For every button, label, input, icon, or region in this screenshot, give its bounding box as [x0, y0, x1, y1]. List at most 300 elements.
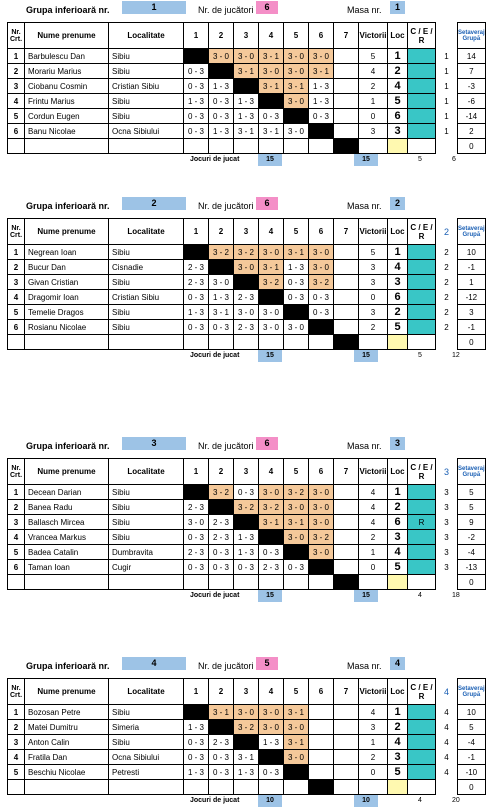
header-cer: C / E / R [408, 219, 436, 245]
setaveraj: -6 [458, 94, 486, 109]
group-count: 2 [444, 322, 449, 332]
place: 1 [388, 245, 408, 260]
player-locality: Sibiu [109, 530, 184, 545]
score-cell: 3 - 0 [284, 320, 309, 335]
score-cell: 3 - 2 [309, 275, 334, 290]
row-number: 1 [8, 705, 25, 720]
row-number [8, 335, 25, 350]
player-locality: Cugir [109, 560, 184, 575]
score-cell [234, 575, 259, 590]
cer-cell [408, 705, 436, 720]
group-footer [0, 350, 490, 364]
group-count: 1 [444, 66, 449, 76]
score-cell [334, 485, 359, 500]
group-title-label: Grupa inferioară nr. [26, 661, 110, 671]
cer-cell [408, 575, 436, 590]
score-cell: 0 - 3 [209, 94, 234, 109]
cer-cell [408, 750, 436, 765]
victories: 0 [359, 109, 388, 124]
header-group-count: 3 [443, 466, 449, 477]
header-col-6: 6 [309, 679, 334, 705]
header-victories: Victorii [359, 679, 388, 705]
table-row [8, 320, 486, 335]
score-cell [309, 750, 334, 765]
score-cell [334, 290, 359, 305]
player-name: Frintu Marius [25, 94, 109, 109]
score-cell [334, 530, 359, 545]
score-cell [334, 735, 359, 750]
score-cell [284, 335, 309, 350]
table-row [8, 735, 486, 750]
cer-cell [408, 320, 436, 335]
score-cell [259, 139, 284, 154]
header-col-4: 4 [259, 459, 284, 485]
score-cell: 3 - 0 [284, 64, 309, 79]
score-cell [259, 290, 284, 305]
score-cell [209, 780, 234, 795]
score-cell [334, 720, 359, 735]
group-header [0, 0, 490, 22]
player-name: Vrancea Markus [25, 530, 109, 545]
row-number: 3 [8, 79, 25, 94]
table-row [8, 705, 486, 720]
setaveraj: 14 [458, 49, 486, 64]
group-count: 3 [444, 487, 449, 497]
score-cell [334, 705, 359, 720]
player-name: Decean Darian [25, 485, 109, 500]
table-row [8, 750, 486, 765]
header-place: Loc [388, 23, 408, 49]
cer-cell [408, 124, 436, 139]
place: 4 [388, 260, 408, 275]
setaveraj: -12 [458, 290, 486, 305]
score-cell: 0 - 3 [284, 275, 309, 290]
victories [359, 575, 388, 590]
score-cell: 3 - 0 [309, 500, 334, 515]
score-cell: 2 - 3 [209, 515, 234, 530]
score-cell [234, 735, 259, 750]
header-name: Nume prenume [25, 679, 109, 705]
score-cell [234, 79, 259, 94]
player-locality: Cristian Sibiu [109, 79, 184, 94]
score-cell [309, 735, 334, 750]
victories: 0 [359, 765, 388, 780]
score-cell: 3 - 0 [259, 245, 284, 260]
cer-cell [408, 49, 436, 64]
header-col-4: 4 [259, 23, 284, 49]
header-nr: Nr. Crt. [8, 459, 25, 485]
score-cell [209, 260, 234, 275]
score-cell: 3 - 2 [234, 720, 259, 735]
score-cell [334, 245, 359, 260]
score-cell: 3 - 2 [309, 530, 334, 545]
score-cell [334, 79, 359, 94]
group-number: 4 [122, 657, 186, 670]
player-name: Banu Nicolae [25, 124, 109, 139]
player-name: Banea Radu [25, 500, 109, 515]
footer-value-b: 6 [452, 156, 456, 163]
group-footer [0, 795, 490, 809]
score-cell [309, 560, 334, 575]
player-name: Ballasch Mircea [25, 515, 109, 530]
score-cell: 1 - 3 [284, 260, 309, 275]
score-cell [234, 515, 259, 530]
score-cell: 3 - 0 [284, 750, 309, 765]
table-row [8, 560, 486, 575]
header-col-1: 1 [184, 679, 209, 705]
player-name [25, 575, 109, 590]
group-count: 2 [444, 292, 449, 302]
header-group-count: 2 [443, 226, 449, 237]
table-row [8, 109, 486, 124]
row-number: 4 [8, 94, 25, 109]
score-cell [334, 560, 359, 575]
setaveraj: 0 [458, 575, 486, 590]
table-row [8, 290, 486, 305]
header-nr: Nr. Crt. [8, 219, 25, 245]
place: 5 [388, 320, 408, 335]
place: 4 [388, 79, 408, 94]
players-count: 5 [256, 657, 278, 670]
place: 5 [388, 560, 408, 575]
games-played-total: 15 [354, 350, 378, 362]
cer-cell [408, 530, 436, 545]
victories: 0 [359, 290, 388, 305]
score-cell [209, 500, 234, 515]
score-cell: 3 - 0 [284, 500, 309, 515]
games-played-label: Jocuri de jucat [190, 592, 240, 599]
place: 3 [388, 530, 408, 545]
score-cell: 1 - 3 [184, 94, 209, 109]
player-locality: Dumbravita [109, 545, 184, 560]
header-col-7: 7 [334, 459, 359, 485]
player-name [25, 335, 109, 350]
score-cell: 1 - 3 [209, 290, 234, 305]
score-cell [309, 335, 334, 350]
score-cell: 3 - 0 [284, 530, 309, 545]
score-cell: 3 - 1 [209, 705, 234, 720]
group-count: 3 [444, 532, 449, 542]
header-cer: C / E / R [408, 459, 436, 485]
row-number: 1 [8, 485, 25, 500]
group-count: 4 [444, 752, 449, 762]
player-locality: Sibiu [109, 320, 184, 335]
player-locality: Sibiu [109, 515, 184, 530]
cer-cell [408, 79, 436, 94]
player-locality: Sibiu [109, 705, 184, 720]
score-cell: 3 - 1 [284, 79, 309, 94]
score-cell [234, 139, 259, 154]
score-cell [334, 765, 359, 780]
score-cell: 1 - 3 [184, 720, 209, 735]
score-cell [259, 94, 284, 109]
score-cell [209, 64, 234, 79]
header-name: Nume prenume [25, 459, 109, 485]
header-place: Loc [388, 679, 408, 705]
setaveraj: 5 [458, 500, 486, 515]
score-cell [334, 305, 359, 320]
player-name: Bozosan Petre [25, 705, 109, 720]
header-col-7: 7 [334, 679, 359, 705]
row-number: 6 [8, 124, 25, 139]
table-row [8, 545, 486, 560]
header-locality: Localitate [109, 459, 184, 485]
score-cell [259, 750, 284, 765]
header-locality: Localitate [109, 219, 184, 245]
player-locality: Sibiu [109, 109, 184, 124]
table-row [8, 79, 486, 94]
victories: 4 [359, 515, 388, 530]
row-number: 2 [8, 500, 25, 515]
score-cell: 3 - 0 [209, 49, 234, 64]
cer-cell [408, 485, 436, 500]
player-name: Barbulescu Dan [25, 49, 109, 64]
score-cell [209, 720, 234, 735]
player-name: Badea Catalin [25, 545, 109, 560]
group-table [7, 218, 486, 350]
score-cell: 0 - 3 [309, 290, 334, 305]
table-row [8, 275, 486, 290]
table-row [8, 530, 486, 545]
cer-cell [408, 720, 436, 735]
score-cell: 2 - 3 [184, 275, 209, 290]
setaveraj: 5 [458, 485, 486, 500]
score-cell: 3 - 0 [209, 275, 234, 290]
table-header-row [8, 219, 486, 245]
cer-cell [408, 139, 436, 154]
setaveraj: 2 [458, 124, 486, 139]
player-locality: Ocna Sibiului [109, 750, 184, 765]
cer-cell [408, 500, 436, 515]
score-cell: 0 - 3 [184, 530, 209, 545]
score-cell: 3 - 0 [309, 49, 334, 64]
table-row [8, 49, 486, 64]
header-col-6: 6 [309, 219, 334, 245]
score-cell: 3 - 0 [234, 705, 259, 720]
score-cell: 2 - 3 [209, 530, 234, 545]
score-cell: 1 - 3 [234, 765, 259, 780]
row-number [8, 780, 25, 795]
cer-cell [408, 290, 436, 305]
games-played-label: Jocuri de jucat [190, 797, 240, 804]
score-cell: 3 - 0 [284, 49, 309, 64]
player-locality [109, 575, 184, 590]
group-count: 3 [444, 547, 449, 557]
players-label: Nr. de jucători [198, 661, 254, 671]
score-cell [184, 780, 209, 795]
score-cell: 1 - 3 [309, 79, 334, 94]
score-cell: 0 - 3 [259, 765, 284, 780]
score-cell [334, 64, 359, 79]
group-count: 3 [444, 562, 449, 572]
score-cell [284, 109, 309, 124]
score-cell: 3 - 0 [234, 305, 259, 320]
group-count: 4 [444, 707, 449, 717]
player-name [25, 139, 109, 154]
place: 4 [388, 735, 408, 750]
group-count: 1 [444, 111, 449, 121]
score-cell [234, 275, 259, 290]
header-name: Nume prenume [25, 23, 109, 49]
row-number: 3 [8, 275, 25, 290]
score-cell [284, 139, 309, 154]
score-cell [334, 500, 359, 515]
table-row [8, 485, 486, 500]
score-cell: 3 - 2 [209, 245, 234, 260]
header-nr: Nr. Crt. [8, 23, 25, 49]
score-cell [184, 139, 209, 154]
header-place: Loc [388, 219, 408, 245]
score-cell: 1 - 3 [259, 735, 284, 750]
score-cell: 0 - 3 [184, 560, 209, 575]
victories: 2 [359, 320, 388, 335]
score-cell: 2 - 3 [184, 500, 209, 515]
score-cell: 3 - 0 [234, 49, 259, 64]
score-cell [309, 705, 334, 720]
group-count: 1 [444, 81, 449, 91]
score-cell: 2 - 3 [234, 290, 259, 305]
score-cell [284, 765, 309, 780]
place: 2 [388, 64, 408, 79]
header-setaveraj: Setaveraj Grupă [458, 459, 486, 485]
table-header-row [8, 23, 486, 49]
games-played-label: Jocuri de jucat [190, 352, 240, 359]
group-count: 2 [444, 307, 449, 317]
table-number: 2 [390, 197, 405, 210]
row-number: 6 [8, 560, 25, 575]
score-cell [234, 335, 259, 350]
score-cell: 0 - 3 [209, 320, 234, 335]
score-cell: 3 - 0 [259, 720, 284, 735]
player-name: Fratila Dan [25, 750, 109, 765]
header-col-5: 5 [284, 219, 309, 245]
score-cell: 1 - 3 [184, 765, 209, 780]
table-row [8, 245, 486, 260]
setaveraj: -14 [458, 109, 486, 124]
score-cell [334, 515, 359, 530]
score-cell: 0 - 3 [184, 290, 209, 305]
footer-value-a: 5 [418, 156, 422, 163]
score-cell: 2 - 3 [184, 260, 209, 275]
score-cell: 1 - 3 [234, 109, 259, 124]
setaveraj: -4 [458, 735, 486, 750]
group-3 [0, 436, 490, 604]
victories: 2 [359, 530, 388, 545]
players-label: Nr. de jucători [198, 5, 254, 15]
victories: 1 [359, 735, 388, 750]
score-cell: 1 - 3 [209, 79, 234, 94]
score-cell: 1 - 3 [184, 305, 209, 320]
players-label: Nr. de jucători [198, 441, 254, 451]
victories: 4 [359, 64, 388, 79]
player-locality: Petresti [109, 765, 184, 780]
group-title-label: Grupa inferioară nr. [26, 201, 110, 211]
cer-cell [408, 275, 436, 290]
score-cell [309, 780, 334, 795]
player-locality [109, 335, 184, 350]
header-col-1: 1 [184, 219, 209, 245]
footer-value-b: 12 [452, 352, 460, 359]
games-played-value: 10 [258, 795, 282, 807]
games-played-value: 15 [258, 350, 282, 362]
footer-value-a: 4 [418, 797, 422, 804]
footer-value-b: 18 [452, 592, 460, 599]
score-cell [209, 575, 234, 590]
score-cell: 3 - 1 [284, 735, 309, 750]
group-4 [0, 656, 490, 809]
score-cell: 3 - 0 [259, 705, 284, 720]
players-count: 6 [256, 437, 278, 450]
score-cell: 3 - 1 [259, 49, 284, 64]
header-setaveraj: Setaveraj Grupă [458, 219, 486, 245]
header-col-1: 1 [184, 459, 209, 485]
table-row [8, 575, 486, 590]
table-row [8, 515, 486, 530]
setaveraj: 10 [458, 245, 486, 260]
score-cell: 3 - 2 [259, 500, 284, 515]
victories [359, 780, 388, 795]
header-col-4: 4 [259, 219, 284, 245]
group-header [0, 656, 490, 678]
row-number: 6 [8, 320, 25, 335]
games-played-total: 10 [354, 795, 378, 807]
table-number: 3 [390, 437, 405, 450]
header-col-2: 2 [209, 459, 234, 485]
group-table [7, 22, 486, 154]
header-cer: C / E / R [408, 679, 436, 705]
score-cell [284, 305, 309, 320]
score-cell: 2 - 3 [234, 320, 259, 335]
header-setaveraj: Setaveraj Grupă [458, 23, 486, 49]
group-footer [0, 590, 490, 604]
header-cer: C / E / R [408, 23, 436, 49]
score-cell [334, 94, 359, 109]
score-cell: 3 - 0 [309, 260, 334, 275]
place: 3 [388, 750, 408, 765]
score-cell [334, 335, 359, 350]
setaveraj: -1 [458, 260, 486, 275]
setaveraj: 1 [458, 275, 486, 290]
player-name [25, 780, 109, 795]
victories: 5 [359, 49, 388, 64]
table-header-row [8, 459, 486, 485]
score-cell: 2 - 3 [184, 545, 209, 560]
header-col-5: 5 [284, 679, 309, 705]
score-cell [334, 275, 359, 290]
victories: 4 [359, 705, 388, 720]
score-cell: 1 - 3 [234, 94, 259, 109]
player-locality: Sibiu [109, 485, 184, 500]
games-played-total: 15 [354, 154, 378, 166]
score-cell [334, 750, 359, 765]
header-col-3: 3 [234, 23, 259, 49]
footer-value-a: 4 [418, 592, 422, 599]
place: 2 [388, 500, 408, 515]
player-name: Dragomir Ioan [25, 290, 109, 305]
victories [359, 139, 388, 154]
group-count: 3 [444, 502, 449, 512]
player-locality [109, 139, 184, 154]
place: 4 [388, 545, 408, 560]
header-victories: Victorii [359, 459, 388, 485]
cer-cell [408, 335, 436, 350]
score-cell: 3 - 0 [284, 720, 309, 735]
score-cell [334, 780, 359, 795]
player-locality [109, 780, 184, 795]
player-name: Givan Cristian [25, 275, 109, 290]
score-cell: 3 - 0 [309, 515, 334, 530]
players-count: 6 [256, 1, 278, 14]
